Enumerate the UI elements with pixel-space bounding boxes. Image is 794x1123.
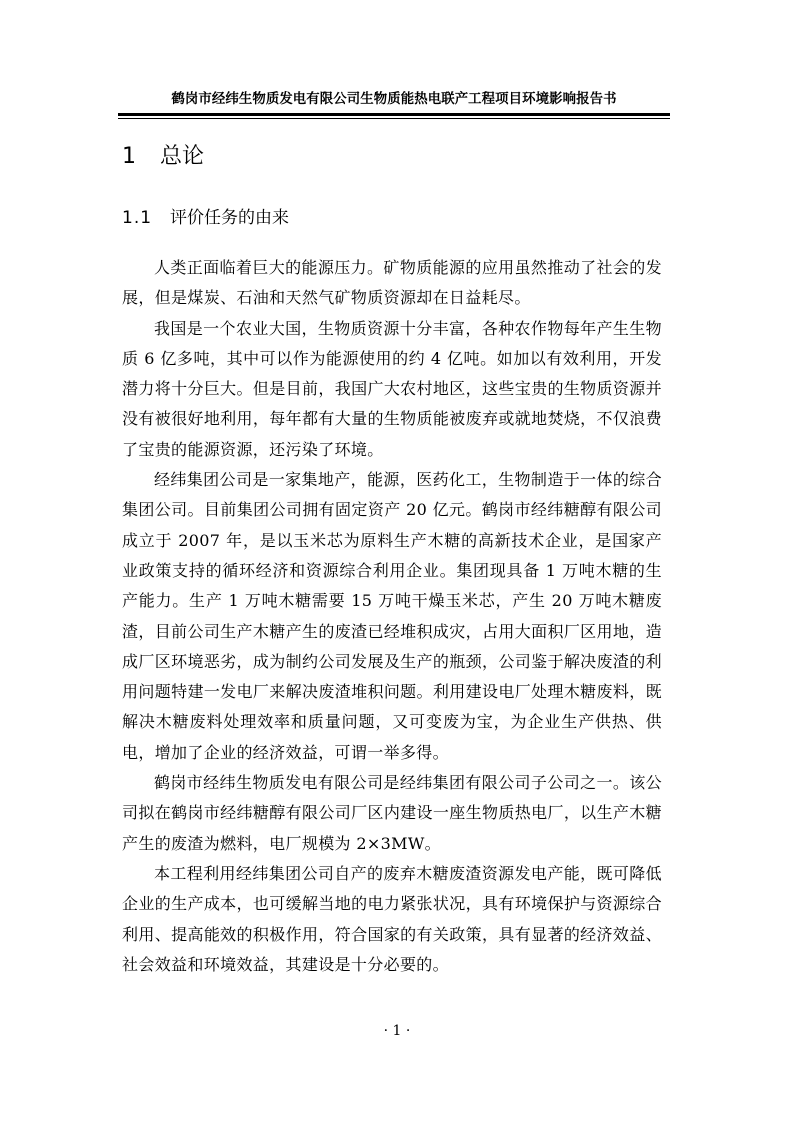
paragraph: 经纬集团公司是一家集地产，能源，医药化工，生物制造于一体的综合集团公司。目前集团公司拥有固定资产 20 亿元。鹤岗市经纬糖醇有限公司成立于 2007 年，是以玉米芯为原料生产木糖的高新技术企业，是国家产业政策支持的循环经济和资源综合利用企业。集团现具备 1 万吨木糖的生产能力。生产 1 万吨木糖需要 15 万吨干燥玉米芯，产生 20 万吨木糖废渣，目前公司生产木糖产生的废渣已经堆积成灾，占用大面积厂区用地，造成厂区环境恶劣，成为制约公司发展及生产的瓶颈，公司鉴于解决废渣的利用问题特建一发电厂来解决废渣堆积问题。利用建设电厂处理木糖废料，既解决木糖废料处理效率和质量问题，又可变废为宝，为企业生产供热、供电，增加了企业的经济效益，可谓一举多得。 — [122, 470, 662, 762]
section-title: 评价任务的由来 — [170, 208, 289, 228]
section-number: 1.1 — [122, 208, 153, 228]
page-number: · 1 · — [383, 1023, 411, 1039]
chapter-title: 总论 — [160, 144, 205, 169]
header-rule-thick — [118, 113, 670, 116]
section-heading — [122, 206, 289, 230]
paragraph: 人类正面临着巨大的能源压力。矿物质能源的应用虽然推动了社会的发展，但是煤炭、石油和天然气矿物质资源却在日益耗尽。 — [122, 258, 662, 308]
report-title: 鹤岗市经纬生物质发电有限公司生物质能热电联产工程项目环境影响报告书 — [171, 92, 617, 107]
header-rule-thin — [118, 118, 670, 119]
chapter-number: 1 — [122, 144, 136, 169]
body-text — [122, 253, 662, 980]
paragraph: 我国是一个农业大国，生物质资源十分丰富，各种农作物每年产生生物质 6 亿多吨，其中可以作为能源使用的约 4 亿吨。如加以有效利用，开发潜力将十分巨大。但是目前，我国广大农村地区，这些宝贵的生物质资源并没有被很好地利用，每年都有大量的生物质能被废弃或就地焚烧，不仅浪费了宝贵的能源资源，还污染了环境。 — [122, 318, 662, 459]
paragraph: 本工程利用经纬集团公司自产的废弃木糖废渣资源发电产能，既可降低企业的生产成本，也可缓解当地的电力紧张状况，具有环境保护与资源综合利用、提高能效的积极作用，符合国家的有关政策，具有显著的经济效益、社会效益和环境效益，其建设是十分必要的。 — [122, 863, 662, 974]
paragraph: 鹤岗市经纬生物质发电有限公司是经纬集团有限公司子公司之一。该公司拟在鹤岗市经纬糖醇有限公司厂区内建设一座生物质热电厂，以生产木糖产生的废渣为燃料，电厂规模为 2×3MW。 — [122, 773, 662, 853]
chapter-heading — [122, 142, 204, 172]
